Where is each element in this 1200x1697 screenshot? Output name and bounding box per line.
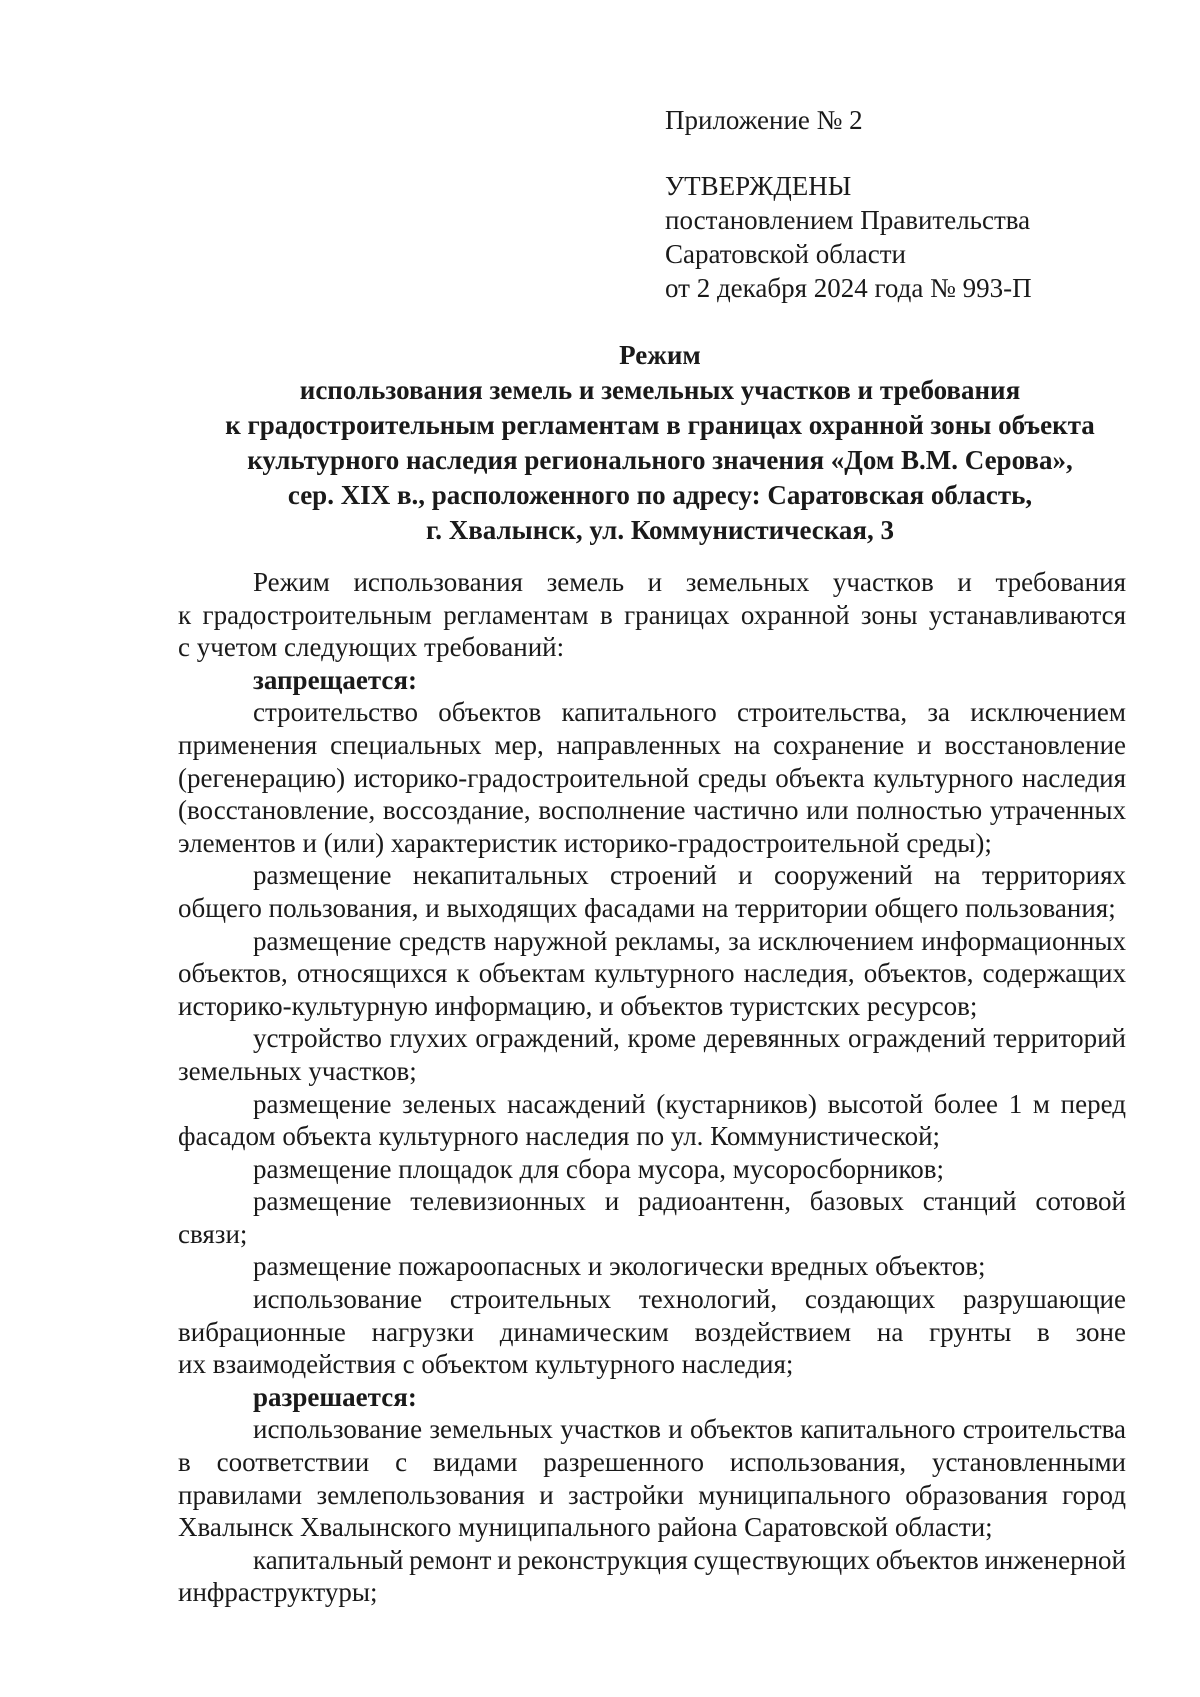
prohibited-item xyxy=(178,1022,1126,1087)
document-title xyxy=(160,338,1160,548)
title-line: г. Хвалынск, ул. Коммунистическая, 3 xyxy=(425,515,895,545)
text-line: (регенерацию) историко-градостроительной среды объекта культурного наследия xyxy=(178,762,1126,793)
prohibited-item xyxy=(178,1088,1126,1153)
prohibited-item xyxy=(178,1250,1126,1283)
text-line: Хвалынск Хвалынского муниципального района Саратовской области; xyxy=(178,1512,993,1543)
text-line: общего пользования, и выходящих фасадами на территории общего пользования; xyxy=(178,892,1116,923)
document-body xyxy=(178,566,1126,1609)
text-line: размещение средств наружной рекламы, за исключением информационных xyxy=(253,925,1126,956)
text-line: связи; xyxy=(178,1218,248,1249)
approved-label: УТВЕРЖДЕНЫ xyxy=(665,171,852,201)
text-line: использование строительных технологий, создающих разрушающие xyxy=(253,1284,1126,1315)
title-line: к градостроительным регламентам в границах охранной зоны объекта xyxy=(225,410,1095,440)
text-line: размещение зеленых насаждений (кустарников) высотой более 1 м перед xyxy=(253,1088,1126,1119)
approval-date-line: от 2 декабря 2024 года № 993-П xyxy=(665,273,1032,303)
title-line: сер. XIX в., расположенного по адресу: Саратовская область, xyxy=(287,480,1033,510)
allowed-item xyxy=(178,1413,1126,1543)
text-line: размещение площадок для сбора мусора, мусоросборников; xyxy=(253,1153,944,1184)
prohibited-item xyxy=(178,1185,1126,1250)
text-line: использование земельных участков и объектов капитального строительства xyxy=(253,1414,1126,1445)
text-line: строительство объектов капитального строительства, за исключением xyxy=(253,697,1126,728)
text-line: их взаимодействия с объектом культурного наследия; xyxy=(178,1349,794,1380)
title-line: культурного наследия регионального значения «Дом В.М. Серова», xyxy=(247,445,1073,475)
text-line: с учетом следующих требований: xyxy=(178,632,565,663)
text-line: размещение пожароопасных и экологически вредных объектов; xyxy=(253,1251,986,1282)
text-line: в соответствии с видами разрешенного использования, установленными xyxy=(178,1447,1126,1478)
prohibited-item xyxy=(178,859,1126,924)
text-line: земельных участков; xyxy=(178,1055,417,1086)
text-line: фасадом объекта культурного наследия по ул. Коммунистической; xyxy=(178,1121,941,1152)
approval-line-1: постановлением Правительства xyxy=(665,205,1031,235)
title-line: Режим xyxy=(619,340,701,370)
text-line: размещение некапитальных строений и сооружений на территориях xyxy=(253,860,1126,891)
prohibited-item xyxy=(178,925,1126,1023)
appendix-number: Приложение № 2 xyxy=(665,105,863,135)
approval-block xyxy=(665,103,1032,305)
text-line: капитальный ремонт и реконструкция существующих объектов инженерной xyxy=(253,1544,1126,1575)
text-line: применения специальных мер, направленных на сохранение и восстановление xyxy=(178,729,1126,760)
approval-line-2: Саратовской области xyxy=(665,239,906,269)
intro-paragraph xyxy=(178,566,1126,664)
prohibited-heading: запрещается: xyxy=(253,664,418,695)
text-line: инфраструктуры; xyxy=(178,1577,378,1608)
text-line: элементов и (или) характеристик историко-градостроительной среды); xyxy=(178,827,992,858)
text-line: устройство глухих ограждений, кроме деревянных ограждений территорий xyxy=(253,1023,1126,1054)
text-line: Режим использования земель и земельных участков и требования xyxy=(253,567,1126,597)
text-line: (восстановление, воссоздание, восполнение частично или полностью утраченных xyxy=(178,795,1126,826)
prohibited-item xyxy=(178,1153,1126,1186)
text-line: к градостроительным регламентам в границах охранной зоны устанавливаются xyxy=(178,599,1126,630)
title-line: использования земель и земельных участков и требования xyxy=(299,375,1021,405)
text-line: историко-культурную информацию, и объектов туристских ресурсов; xyxy=(178,990,978,1021)
allowed-heading: разрешается: xyxy=(253,1381,417,1412)
text-line: вибрационные нагрузки динамическим воздействием на грунты в зоне xyxy=(178,1316,1126,1347)
prohibited-item xyxy=(178,696,1126,859)
prohibited-item xyxy=(178,1283,1126,1381)
allowed-item xyxy=(178,1544,1126,1609)
text-line: правилами землепользования и застройки муниципального образования город xyxy=(178,1479,1126,1510)
text-line: размещение телевизионных и радиоантенн, базовых станций сотовой xyxy=(253,1186,1126,1217)
text-line: объектов, относящихся к объектам культурного наследия, объектов, содержащих xyxy=(178,958,1126,989)
